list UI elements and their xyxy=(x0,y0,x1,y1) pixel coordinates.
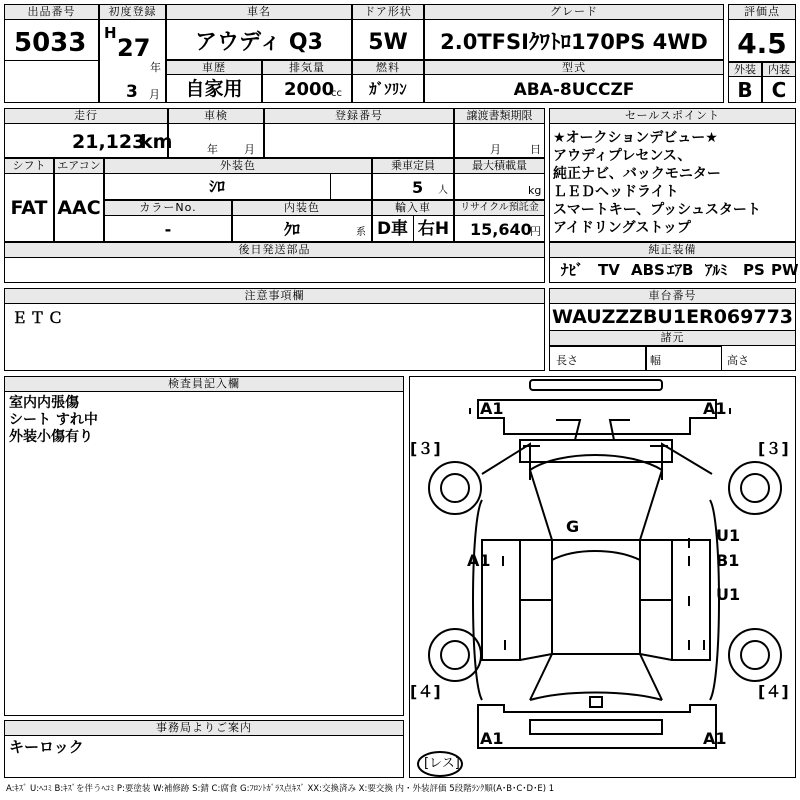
inspector-notes-label: 検査員記入欄 xyxy=(4,376,404,392)
later-parts-label: 後日発送部品 xyxy=(4,242,545,258)
tire-front-right-value: ３ xyxy=(765,439,782,458)
seats-unit: 人 xyxy=(438,185,448,196)
registration-month: 3 xyxy=(126,82,138,102)
spec-length-label: 長さ xyxy=(556,354,578,367)
exterior-color-label: 外装色 xyxy=(104,158,372,174)
shift-label: シフト xyxy=(4,158,54,174)
spec-height-label: 高さ xyxy=(727,354,749,367)
side-right-damage-3: U1 xyxy=(716,585,741,604)
front-right-damage: A1 xyxy=(703,399,727,418)
transfer-day-unit: 日 xyxy=(530,143,541,156)
mileage-label: 走行 xyxy=(4,108,168,124)
displacement-unit: cc xyxy=(331,88,342,99)
equipment-item: ﾅﾋﾞ xyxy=(561,261,584,279)
exterior-grade-label: 外装 xyxy=(728,62,762,77)
front-left-damage: A1 xyxy=(480,399,504,418)
interior-color-label: 内装色 xyxy=(232,200,372,216)
handle-side: 右H xyxy=(417,219,450,239)
registration-number-label: 登録番号 xyxy=(264,108,454,124)
model-label: 型式 xyxy=(424,60,724,75)
seats-label: 乗車定員 xyxy=(372,158,454,174)
registration-year: 27 xyxy=(117,34,151,62)
rear-right-damage: A1 xyxy=(703,729,727,748)
car-diagram-cell xyxy=(409,376,796,778)
equipment-item: PW xyxy=(771,261,799,279)
aircon: AAC xyxy=(57,197,101,219)
interior-grade: C xyxy=(771,78,787,102)
fuel: ｶﾞｿﾘﾝ xyxy=(369,80,407,98)
year-unit: 年 xyxy=(150,61,161,74)
inspection-label: 車検 xyxy=(168,108,264,124)
chassis-label: 車台番号 xyxy=(549,288,796,304)
interior-color: ｸﾛ xyxy=(283,220,300,239)
lot-number: 5033 xyxy=(14,28,87,58)
car-name: アウディ Q3 xyxy=(195,30,323,55)
mileage: 21,123 xyxy=(72,131,146,153)
aircon-label: エアコン xyxy=(54,158,104,174)
inspection-month-unit: 月 xyxy=(244,143,255,156)
seats: 5 xyxy=(412,178,424,197)
tire-front-left: [３] xyxy=(410,439,441,458)
color-number: - xyxy=(164,220,172,239)
inspector-note-line: シート すれ中 xyxy=(9,412,98,428)
displacement: 2000 xyxy=(284,79,335,100)
office-notes-text: キーロック xyxy=(9,738,84,756)
sales-point-line: アウディプレセンス、 xyxy=(553,148,692,164)
tire-rear-left: [４] xyxy=(410,682,441,701)
damage-legend: A:ｷｽﾞ U:ﾍｺﾐ B:ｷｽﾞを伴うﾍｺﾐ P:要塗装 W:補修跡 S:錆 C:腐食 G:ﾌﾛﾝﾄｶﾞﾗｽ点ｷｽﾞ XX:交換済み X:要交換 内・外装評価 5段階ﾗﾝｸ順(A･B･C･D･E) 1 xyxy=(6,784,555,794)
transfer-month-unit: 月 xyxy=(490,143,501,156)
sales-point-line: ★オークションデビュー★ xyxy=(553,130,718,146)
car-name-label: 車名 xyxy=(166,4,352,20)
max-load-label: 最大積載量 xyxy=(454,158,545,174)
sales-point-label: セールスポイント xyxy=(549,108,796,124)
chassis-number: WAUZZZBU1ER069773 xyxy=(551,306,794,328)
import-label: 輸入車 xyxy=(372,200,454,216)
era-mark: H xyxy=(104,24,117,42)
office-notes-label: 事務局よりご案内 xyxy=(4,720,404,736)
inspection-year-unit: 年 xyxy=(207,143,218,156)
equipment-item: ABS xyxy=(631,261,665,279)
spare-tire-status: [レス] xyxy=(424,756,460,771)
spec-label: 諸元 xyxy=(549,330,796,346)
import-divider xyxy=(413,216,414,242)
recycle-fee: 15,640 xyxy=(470,220,532,239)
grade: 2.0TFSIｸﾜﾄﾛ170PS 4WD xyxy=(440,30,708,54)
standard-equipment-label: 純正装備 xyxy=(549,242,796,258)
score: 4.5 xyxy=(737,27,787,60)
inspector-note-line: 室内内張傷 xyxy=(9,395,79,411)
equipment-item: ｴｱB xyxy=(667,261,694,279)
inspector-note-line: 外装小傷有り xyxy=(9,429,93,445)
sales-point-line: アイドリングストップ xyxy=(553,220,691,236)
door-type: 5W xyxy=(368,30,408,55)
interior-color-unit: 系 xyxy=(356,227,366,238)
interior-grade-label: 内装 xyxy=(762,62,796,77)
recycle-label: リサイクル預託金 xyxy=(454,200,545,216)
door-label: ドア形状 xyxy=(352,4,424,20)
sales-point-line: 純正ナビ、バックモニター xyxy=(553,166,721,182)
tire-front-left-value: ３ xyxy=(417,439,434,458)
mileage-unit: km xyxy=(140,131,173,153)
recycle-unit: 円 xyxy=(530,225,541,238)
sales-point-line: スマートキー、プッシュスタート xyxy=(553,202,761,218)
displacement-label: 排気量 xyxy=(262,60,352,75)
history-label: 車歴 xyxy=(166,60,262,75)
exterior-color-divider xyxy=(330,174,331,200)
shift: FAT xyxy=(10,197,48,219)
import-type: D車 xyxy=(376,219,409,239)
side-right-damage-2: B1 xyxy=(716,551,740,570)
exterior-grade: B xyxy=(737,78,753,102)
max-load-unit: kg xyxy=(528,184,542,197)
tire-front-right: [３] xyxy=(758,439,789,458)
equipment-item: ｱﾙﾐ xyxy=(705,261,728,279)
tire-rear-right: [４] xyxy=(758,682,789,701)
first-registration-label: 初度登録 xyxy=(99,4,166,20)
rear-left-damage: A1 xyxy=(480,729,504,748)
tire-rear-left-value: ４ xyxy=(417,682,434,701)
tire-rear-right-value: ４ xyxy=(765,682,782,701)
spare-tire-status-value: レス xyxy=(429,756,455,771)
month-unit: 月 xyxy=(149,88,160,101)
color-number-label: カラーNo. xyxy=(104,200,232,216)
roof-damage: G xyxy=(566,517,580,536)
history: 自家用 xyxy=(185,78,243,100)
model-code: ABA-8UCCZF xyxy=(513,80,635,100)
equipment-item: PS xyxy=(743,261,765,279)
lot-number-blank xyxy=(4,60,99,103)
fuel-label: 燃料 xyxy=(352,60,424,75)
sales-point-line: ＬＥＤヘッドライト xyxy=(553,184,679,200)
score-label: 評価点 xyxy=(728,4,796,20)
notes-text: ＥＴＣ xyxy=(12,309,67,327)
equipment-item: TV xyxy=(598,261,620,279)
transfer-deadline-label: 譲渡書類期限 xyxy=(454,108,545,124)
exterior-color: ｼﾛ xyxy=(208,177,225,196)
notes-label: 注意事項欄 xyxy=(4,288,545,304)
spec-width-label: 幅 xyxy=(650,354,661,367)
lot-number-label: 出品番号 xyxy=(4,4,99,20)
side-right-damage-1: U1 xyxy=(716,526,741,545)
side-left-damage: A1 xyxy=(467,551,491,570)
grade-label: グレード xyxy=(424,4,724,20)
